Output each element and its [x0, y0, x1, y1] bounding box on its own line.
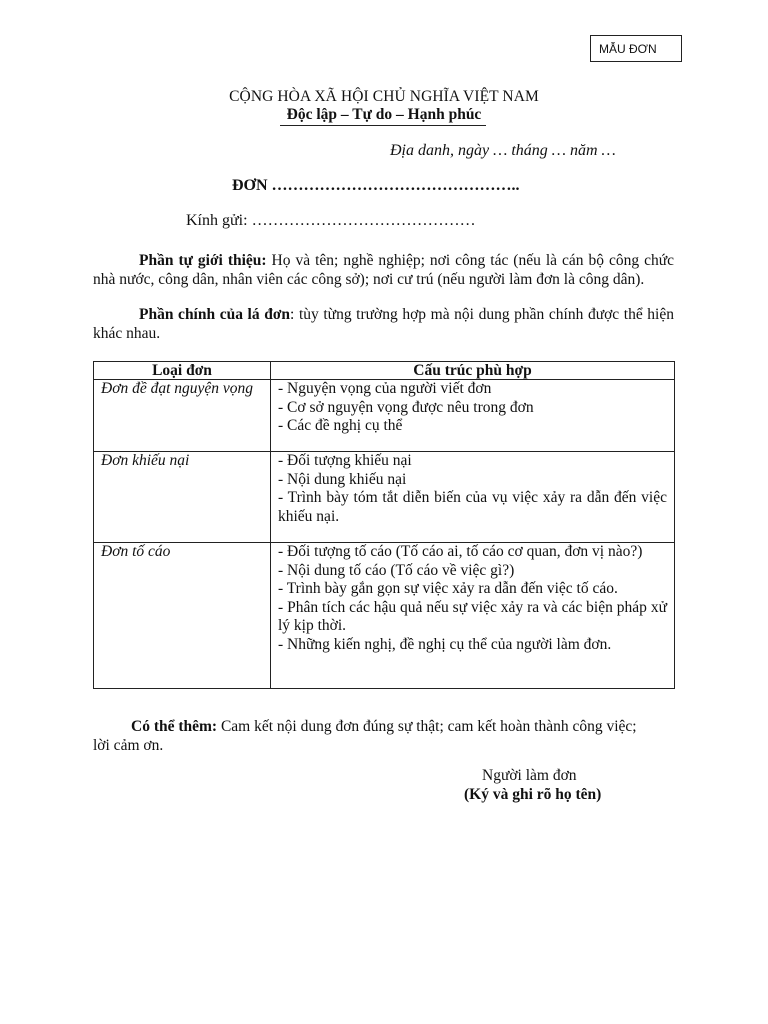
- motto-underline: [280, 125, 486, 126]
- structure-item: - Những kiến nghị, đề nghị cụ thể của người làm đơn.: [278, 635, 612, 653]
- structure-item: - Trình bày tóm tắt diễn biến của vụ việc xảy ra dẫn đến việc khiếu nại.: [278, 489, 667, 525]
- intro-label: Phần tự giới thiệu:: [139, 252, 267, 269]
- structure-item: - Các đề nghị cụ thể: [278, 417, 403, 434]
- recipient-line: Kính gửi: ……………………………………: [186, 212, 476, 229]
- structure-item: - Đối tượng khiếu nại: [278, 452, 412, 469]
- country-name: CỘNG HÒA XÃ HỘI CHỦ NGHĨA VIỆT NAM: [229, 88, 539, 105]
- letter-type-cell: Đơn khiếu nại: [94, 452, 271, 543]
- table-row: [94, 380, 675, 452]
- main-part-label: Phần chính của lá đơn: [139, 306, 291, 323]
- form-badge: [590, 35, 682, 62]
- structure-item: - Nguyện vọng của người viết đơn: [278, 380, 492, 397]
- letter-types-table: [93, 361, 675, 689]
- letter-type-cell: Đơn tố cáo: [94, 543, 271, 689]
- intro-paragraph: [93, 252, 674, 289]
- place-date: Địa danh, ngày … tháng … năm …: [390, 142, 616, 159]
- table-row: [94, 452, 675, 543]
- document-title: ĐƠN ………………………………………..: [232, 177, 520, 194]
- national-motto: Độc lập – Tự do – Hạnh phúc: [286, 106, 482, 123]
- structure-cell: [271, 380, 675, 452]
- structure-item: - Cơ sở nguyện vọng được nêu trong đơn: [278, 398, 534, 416]
- structure-item: - Phân tích các hậu quả nếu sự việc xảy ra và các biện pháp xử lý kịp thời.: [278, 598, 667, 634]
- intro-text: Họ và tên; nghề nghiệp; nơi công tác (nếu là cán bộ công chức nhà nước, công dân, nhân viên các công sở); nơi cư trú (nếu người làm đơn là công dân).: [93, 252, 674, 288]
- structure-item: - Nội dung khiếu nại: [278, 470, 407, 488]
- letter-type-cell: Đơn đề đạt nguyện vọng: [94, 380, 271, 452]
- header-letter-type: Loại đơn: [94, 362, 271, 380]
- signature-instruction: (Ký và ghi rõ họ tên): [464, 786, 602, 803]
- table-header-row: [94, 362, 675, 380]
- signature-title: Người làm đơn: [482, 767, 577, 784]
- structure-cell: [271, 452, 675, 543]
- structure-item: - Trình bày gắn gọn sự việc xảy ra dẫn đến việc tố cáo.: [278, 580, 618, 597]
- extra-label: Có thể thêm:: [131, 718, 218, 735]
- extra-text: Cam kết nội dung đơn đúng sự thật; cam kết hoàn thành công việc; lời cảm ơn.: [93, 718, 637, 754]
- table-row: [94, 543, 675, 689]
- structure-item: - Nội dung tố cáo (Tố cáo về việc gì?): [278, 561, 515, 579]
- main-part-text: : tùy từng trường hợp mà nội dung phần chính được thể hiện khác nhau.: [93, 306, 674, 342]
- main-part-paragraph: [93, 306, 674, 343]
- structure-item: - Đối tượng tố cáo (Tố cáo ai, tố cáo cơ quan, đơn vị nào?): [278, 543, 643, 560]
- form-badge-label: MẪU ĐƠN: [599, 41, 657, 56]
- header-structure: Cấu trúc phù hợp: [271, 362, 675, 380]
- extra-paragraph: [93, 717, 653, 755]
- structure-cell: [271, 543, 675, 689]
